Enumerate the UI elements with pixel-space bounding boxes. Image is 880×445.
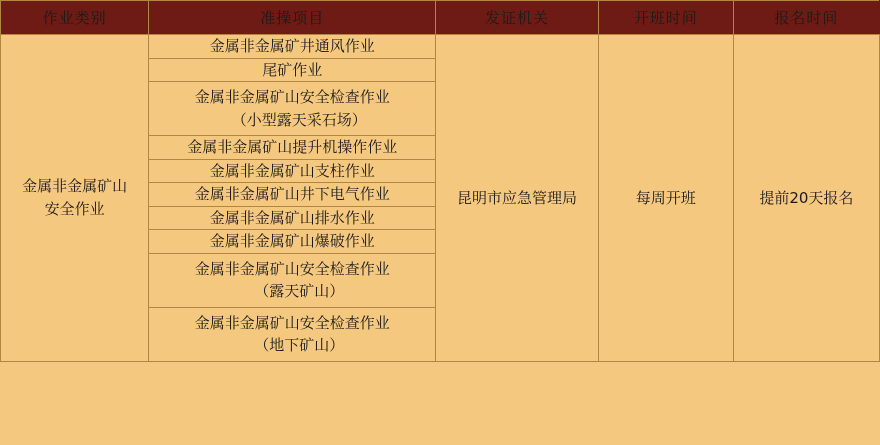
item-label: 金属非金属矿山安全检查作业 (194, 259, 390, 278)
column-header-issuer: 发证机关 (436, 1, 598, 35)
category-label-line1: 金属非金属矿山 (22, 176, 128, 195)
table-header (1, 1, 880, 35)
item-label: 金属非金属矿山提升机操作作业 (187, 138, 398, 156)
item-cell (149, 253, 436, 307)
item-cell (149, 136, 436, 160)
table-body (1, 35, 880, 362)
item-label: 金属非金属矿山排水作业 (209, 208, 375, 227)
table-row (1, 35, 880, 59)
category-label-line2: 安全作业 (44, 199, 105, 218)
category-cell (1, 35, 149, 362)
item-label-secondary: （地下矿山） (254, 336, 345, 354)
item-cell (149, 307, 436, 361)
start-time-cell: 每周开班 (598, 35, 733, 362)
item-label: 金属非金属矿山井下电气作业 (194, 185, 390, 203)
item-cell (149, 230, 436, 254)
item-label: 金属非金属矿山安全检查作业 (194, 313, 390, 332)
item-label: 金属非金属矿井通风作业 (209, 37, 375, 55)
table-header-row (1, 1, 880, 35)
issuer-cell: 昆明市应急管理局 (436, 35, 598, 362)
item-label: 金属非金属矿山支柱作业 (209, 161, 375, 180)
item-label: 尾矿作业 (262, 60, 323, 79)
item-label-secondary: （小型露天采石场） (231, 110, 367, 129)
column-header-start-time: 开班时间 (598, 1, 733, 35)
item-label-secondary: （露天矿山） (254, 282, 345, 300)
item-cell (149, 35, 436, 59)
column-header-signup-time: 报名时间 (733, 1, 879, 35)
column-header-items: 准操项目 (149, 1, 436, 35)
item-cell (149, 58, 436, 82)
item-cell (149, 206, 436, 230)
item-cell (149, 82, 436, 136)
item-label: 金属非金属矿山安全检查作业 (194, 88, 390, 106)
item-label: 金属非金属矿山爆破作业 (209, 232, 375, 250)
signup-time-cell: 提前20天报名 (733, 35, 879, 362)
item-cell (149, 159, 436, 183)
item-cell (149, 183, 436, 207)
column-header-category: 作业类别 (1, 1, 149, 35)
